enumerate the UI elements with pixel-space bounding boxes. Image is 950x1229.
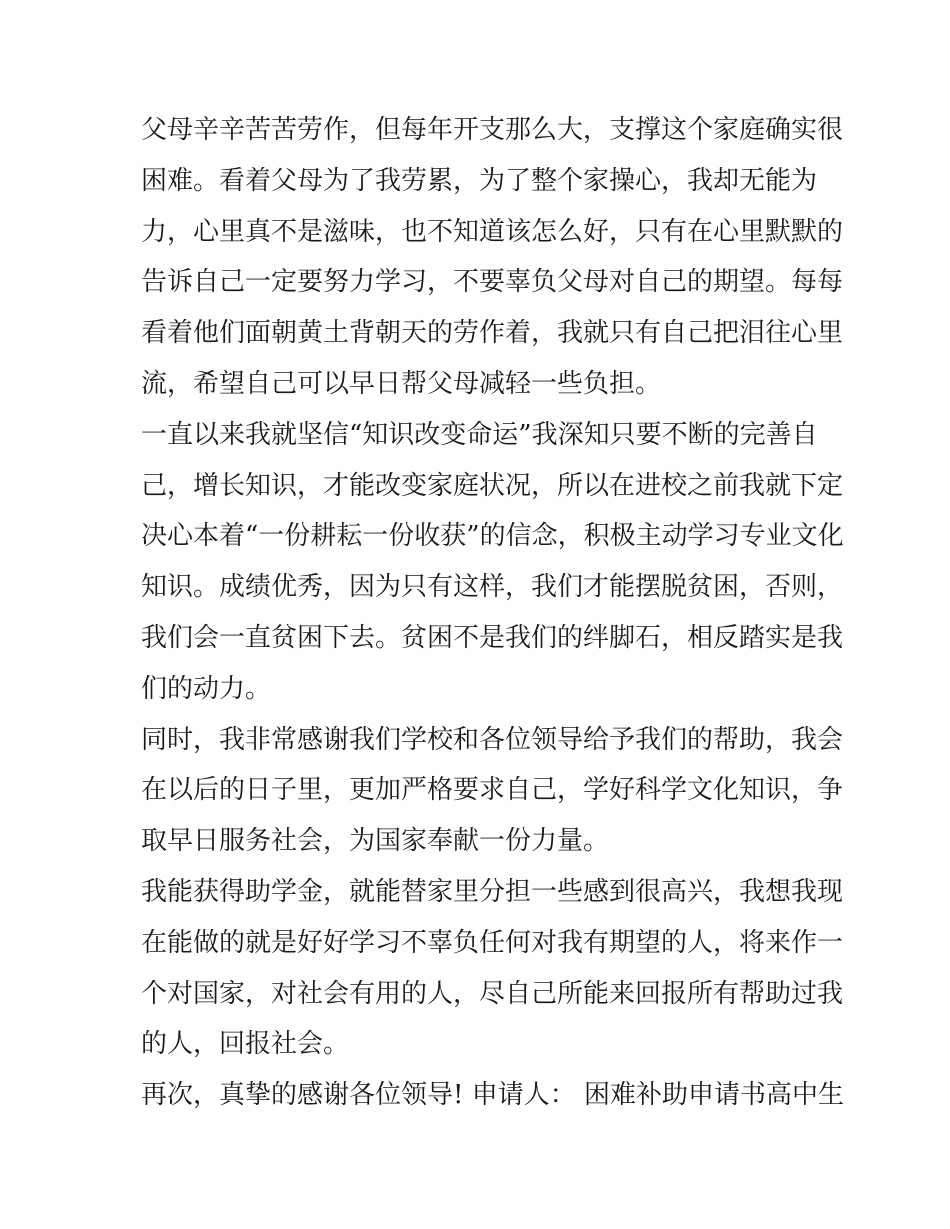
text-line: 父母辛辛苦苦劳作，但每年开支那么大，支撑这个家庭确实很 — [141, 115, 844, 145]
text-line: 一直以来我就坚信“知识改变命运”我深知只要不断的完善自 — [141, 419, 818, 450]
text-line: 再次，真挚的感谢各位领导! 申请人： 困难补助申请书高中生 — [141, 1080, 844, 1111]
text-line: 在以后的日子里，更加严格要求自己，学好科学文化知识，争 — [141, 775, 844, 806]
text-line: 们的动力。 — [141, 673, 272, 704]
text-line: 己，增长知识，才能改变家庭状况，所以在进校之前我就下定 — [141, 470, 844, 501]
text-line: 在能做的就是好好学习不辜负任何对我有期望的人，将来作一 — [141, 927, 844, 958]
text-line: 告诉自己一定要努力学习，不要辜负父母对自己的期望。每每 — [141, 267, 844, 298]
text-line: 力，心里真不是滋味，也不知道该怎么好，只有在心里默默的 — [141, 216, 844, 247]
text-line: 我能获得助学金，就能替家里分担一些感到很高兴，我想我现 — [141, 876, 844, 907]
text-line: 取早日服务社会，为国家奉献一份力量。 — [141, 826, 610, 857]
text-line: 看着他们面朝黄土背朝天的劳作着，我就只有自己把泪往心里 — [141, 318, 844, 349]
document-body — [141, 105, 844, 1121]
text-line: 同时，我非常感谢我们学校和各位领导给予我们的帮助，我会 — [141, 724, 844, 755]
text-line: 决心本着“一份耕耘一份收获”的信念，积极主动学习专业文化 — [141, 521, 844, 552]
text-line: 知识。成绩优秀，因为只有这样，我们才能摆脱贫困，否则， — [141, 572, 844, 603]
text-line: 流，希望自己可以早日帮父母减轻一些负担。 — [141, 368, 662, 399]
text-line: 的人，回报社会。 — [141, 1029, 350, 1060]
text-line: 我们会一直贫困下去。贫困不是我们的绊脚石，相反踏实是我 — [141, 622, 844, 653]
text-line: 个对国家，对社会有用的人，尽自己所能来回报所有帮助过我 — [141, 978, 844, 1009]
text-line: 困难。看着父母为了我劳累，为了整个家操心，我却无能为 — [141, 165, 818, 196]
